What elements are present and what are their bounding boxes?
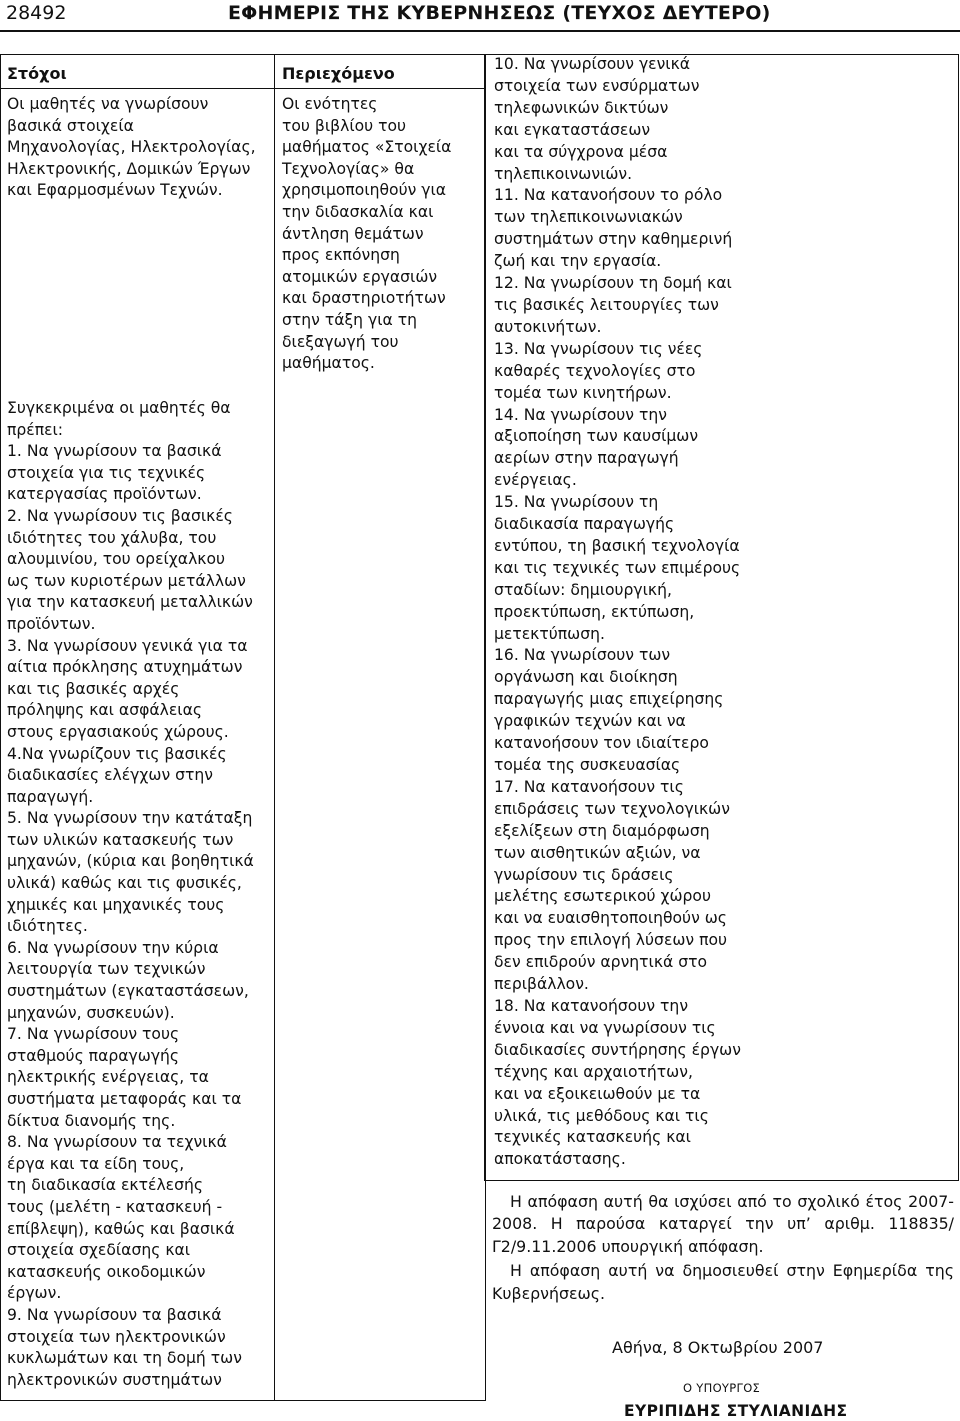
goals-intro-line: και Εφαρμοσμένων Τεχνών. (7, 181, 223, 200)
decision-paragraph-1: Η απόφαση αυτή θα ισχύσει από το σχολικό έτος 2007-2008. Η παρούσα καταργεί την υπ’ αριθμ. 118835/Γ2/9.11.2006 υπουργική απόφαση. (492, 1192, 954, 1256)
continued-goals-line: προεκτύπωση, εκτύπωση, (494, 602, 695, 621)
goals-line: αλουμινίου, του ορείχαλκου (7, 550, 226, 569)
goals-line: μηχανών, (κύρια και βοηθητικά (7, 852, 254, 871)
goals-line: στους εργασιακούς χώρους. (7, 722, 229, 741)
continued-goals-line: τηλεπικοινωνιών. (494, 164, 633, 183)
goals-line: 5. Να γνωρίσουν την κατάταξη (7, 809, 253, 828)
goals-line: 8. Να γνωρίσουν τα τεχνικά (7, 1133, 227, 1152)
content-line: ατομικών εργασιών (282, 267, 438, 286)
continued-goals-line: ενέργειας. (494, 471, 577, 490)
goals-line: πρόληψης και ασφάλειας (7, 701, 203, 720)
continued-goals-line: και εγκαταστάσεων (494, 120, 651, 139)
continued-goals-line: καθαρές τεχνολογίες στο (494, 361, 696, 380)
goals-intro-line: Ηλεκτρονικής, Δομικών Έργων (7, 159, 251, 178)
goals-line: 4.Να γνωρίζουν τις βασικές (7, 744, 227, 763)
continued-goals-line: γνωρίσουν τις δράσεις (494, 865, 674, 884)
goals-line: κατασκευής οικοδομικών (7, 1262, 206, 1281)
goals-line: στοιχεία των ηλεκτρονικών (7, 1327, 226, 1346)
goals-line: στοιχεία σχεδίασης και (7, 1241, 191, 1260)
content-line: και δραστηριοτήτων (282, 289, 446, 308)
goals-line: 3. Να γνωρίσουν γενικά για τα (7, 636, 248, 655)
continued-goals-line: προς την επιλογή λύσεων που (494, 931, 728, 950)
goals-line: δίκτυα διανομής της. (7, 1111, 176, 1130)
goals-line: έργα και τα είδη τους, (7, 1154, 185, 1173)
continued-goals-line: οργάνωση και διοίκηση (494, 668, 678, 687)
continued-goals-line: εξελίξεων στη διαμόρφωση (494, 821, 710, 840)
place-date: Αθήνα, 8 Οκτωβρίου 2007 (612, 1338, 824, 1357)
page-number: 28492 (6, 2, 67, 24)
continued-goals-line: μετεκτύπωση. (494, 624, 605, 643)
gazette-title: ΕΦΗΜΕΡΙΣ ΤΗΣ ΚΥΒΕΡΝΗΣΕΩΣ (ΤΕΥΧΟΣ ΔΕΥΤΕΡΟ) (228, 2, 771, 24)
content-line: μαθήματος «Στοιχεία (282, 138, 452, 157)
goals-line: σταθμούς παραγωγής (7, 1046, 180, 1065)
continued-goals-line: τομέα της συσκευασίας (494, 756, 681, 774)
goals-line: 2. Να γνωρίσουν τις βασικές (7, 506, 233, 525)
continued-goals-line: αυτοκινήτων. (494, 317, 602, 336)
goals-line: χημικές και μηχανικές τους (7, 895, 225, 914)
continued-goals-line: 10. Να γνωρίσουν γενικά (494, 55, 691, 73)
continued-goals-line: παραγωγής μιας επιχείρησης (494, 690, 724, 709)
continued-goals-line: και τα σύγχρονα μέσα (494, 142, 668, 161)
table-header-divider (0, 88, 484, 89)
goals-intro (7, 94, 256, 202)
goals-line: συστήματα μεταφοράς και τα (7, 1090, 242, 1108)
continued-goals-line: των τηλεπικοινωνιακών (494, 208, 683, 227)
goals-intro-line: Οι μαθητές να γνωρίσουν (7, 95, 209, 113)
goals-line: και τις βασικές αρχές (7, 679, 180, 698)
content-line: προς εκπόνηση (282, 246, 400, 265)
continued-goals-line: 11. Να κατανοήσουν το ρόλο (494, 186, 723, 205)
minister-name: ΕΥΡΙΠΙΔΗΣ ΣΤΥΛΙΑΝΙΔΗΣ (624, 1402, 848, 1420)
decision-paragraph-2: Η απόφαση αυτή να δημοσιευθεί στην Εφημερίδα της Κυβερνήσεως. (492, 1261, 954, 1303)
goals-line: προϊόντων. (7, 614, 96, 633)
content-line: Οι ενότητες (282, 95, 378, 113)
goals-line: λειτουργία των τεχνικών (7, 960, 206, 979)
goals-line: 7. Να γνωρίσουν τους (7, 1025, 180, 1044)
continued-goals-line: αποκατάστασης. (494, 1150, 626, 1169)
continued-goals-line: υλικά, τις μεθόδους και τις (494, 1106, 709, 1125)
goals-specific-list (7, 398, 254, 1391)
goals-line: κυκλωμάτων και τη δομή των (7, 1349, 242, 1368)
continued-goals-line: επιδράσεις των τεχνολογικών (494, 799, 730, 818)
goals-line: τους (μελέτη - κατασκευή - (7, 1197, 223, 1216)
goals-line: στοιχεία για τις τεχνικές (7, 463, 206, 482)
goals-line: 6. Να γνωρίσουν την κύρια (7, 938, 219, 957)
goals-line: για την κατασκευή μεταλλικών (7, 593, 253, 612)
content-line: την διδασκαλία και (282, 202, 434, 221)
continued-goals-line: τηλεφωνικών δικτύων (494, 98, 669, 117)
goals-line: πρέπει: (7, 420, 64, 439)
continued-goals-line: κατανοήσουν τον ιδιαίτερο (494, 734, 709, 753)
column-divider (274, 54, 275, 1400)
content-heading: Περιεχόμενο (282, 64, 395, 83)
decision-text (492, 1191, 954, 1305)
goals-line: 1. Να γνωρίσουν τα βασικά (7, 442, 222, 461)
goals-line: επίβλεψη), καθώς και βασικά (7, 1219, 235, 1238)
content-line: μαθήματος. (282, 354, 375, 373)
goals-line: μηχανών, συσκευών). (7, 1003, 175, 1022)
goals-line: ιδιότητες. (7, 917, 88, 936)
goals-line: ηλεκτρικής ενέργειας, τα (7, 1068, 209, 1087)
continued-goals-line: γραφικών τεχνών και να (494, 712, 686, 731)
continued-goals-line: ζωή και την εργασία. (494, 252, 662, 271)
goals-intro-line: βασικά στοιχεία (7, 116, 134, 135)
continued-goals-line: τομέα των κινητήρων. (494, 383, 672, 402)
goals-intro-line: Μηχανολογίας, Ηλεκτρολογίας, (7, 138, 256, 157)
goals-heading: Στόχοι (7, 64, 67, 83)
continued-goals-line: και να εξοικειωθούν με τα (494, 1084, 701, 1103)
continued-goals-line: 14. Να γνωρίσουν την (494, 405, 667, 424)
page-header (0, 0, 960, 32)
goals-line: κατεργασίας προϊόντων. (7, 485, 202, 504)
continued-goals-line: σταδίων: δημιουργική, (494, 580, 672, 599)
continued-goals-line: εντύπου, τη βασική τεχνολογία (494, 536, 740, 555)
continued-goals-line: αξιοποίηση των καυσίμων (494, 427, 699, 446)
goals-line: των υλικών κατασκευής των (7, 830, 234, 849)
continued-goals-line: 17. Να κατανοήσουν τις (494, 777, 684, 796)
goals-line: υλικά) καθώς και τις φυσικές, (7, 874, 242, 893)
continued-goals-line: αερίων στην παραγωγή (494, 449, 679, 468)
continued-goals-line: των αισθητικών αξιών, να (494, 843, 701, 862)
continued-goals-line: τις βασικές λειτουργίες των (494, 295, 719, 314)
continued-goals-line: διαδικασίες συντήρησης έργων (494, 1040, 741, 1059)
content-column (282, 94, 451, 375)
continued-goals-line: περιβάλλον. (494, 975, 589, 994)
continued-goals-list (494, 54, 741, 1171)
goals-line: ηλεκτρονικών συστημάτων (7, 1370, 222, 1389)
continued-goals-line: και τις τεχνικές των επιμέρους (494, 558, 741, 577)
content-line: Τεχνολογίας» θα (282, 159, 415, 178)
content-line: του βιβλίου του (282, 116, 407, 135)
content-line: άντληση θεμάτων (282, 224, 424, 243)
goals-line: διαδικασίες ελέγχων στην (7, 766, 213, 785)
continued-goals-line: 15. Να γνωρίσουν τη (494, 493, 659, 512)
continued-goals-line: τέχνης και αρχαιοτήτων, (494, 1062, 693, 1081)
continued-goals-line: και να ευαισθητοποιηθούν ως (494, 909, 727, 928)
continued-goals-line: τεχνικές κατασκευής και (494, 1128, 691, 1147)
goals-line: συστημάτων (εγκαταστάσεων, (7, 982, 249, 1001)
goals-line: παραγωγή. (7, 787, 94, 806)
continued-goals-line: 12. Να γνωρίσουν τη δομή και (494, 274, 732, 293)
content-line: διεξαγωγή του (282, 332, 399, 351)
goals-line: ως των κυριοτέρων μετάλλων (7, 571, 246, 590)
minister-title: Ο ΥΠΟΥΡΓΟΣ (683, 1381, 761, 1395)
goals-line: έργων. (7, 1284, 62, 1303)
goals-line: τη διαδικασία εκτέλεσής (7, 1176, 204, 1195)
goals-line: Συγκεκριμένα οι μαθητές θα (7, 399, 231, 417)
content-line: χρησιμοποιηθούν για (282, 181, 447, 200)
continued-goals-line: έννοια και να γνωρίσουν τις (494, 1018, 716, 1037)
continued-goals-line: μελέτης εσωτερικού χώρου (494, 887, 711, 906)
goals-line: 9. Να γνωρίσουν τα βασικά (7, 1305, 222, 1324)
continued-goals-line: 13. Να γνωρίσουν τις νέες (494, 339, 703, 358)
continued-goals-line: 16. Να γνωρίσουν των (494, 646, 671, 665)
continued-goals-line: δεν επιδρούν αρνητικά στο (494, 953, 708, 972)
continued-goals-line: 18. Να κατανοήσουν την (494, 996, 689, 1015)
goals-line: αίτια πρόκλησης ατυχημάτων (7, 658, 243, 677)
continued-goals-line: διαδικασία παραγωγής (494, 515, 675, 534)
continued-goals-line: συστημάτων στην καθημερινή (494, 230, 733, 249)
continued-goals-line: στοιχεία των ενσύρματων (494, 76, 700, 95)
content-line: στην τάξη για τη (282, 310, 418, 329)
goals-line: ιδιότητες του χάλυβα, του (7, 528, 217, 547)
